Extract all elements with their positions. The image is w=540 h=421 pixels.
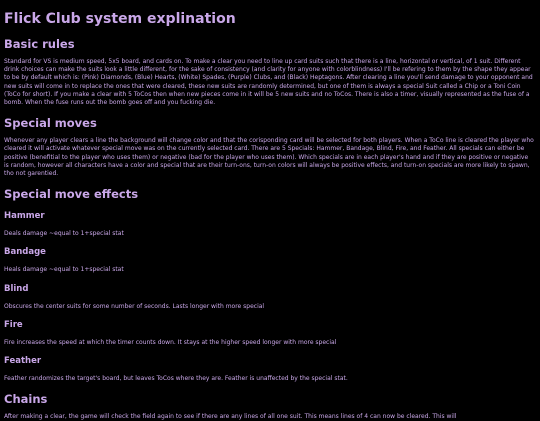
effect-heading-blind: Blind <box>4 283 29 294</box>
page-title: Flick Club system explination <box>4 11 236 27</box>
chains-text: After making a clear, the game will check the field again to see if there are any lines of all one suit. This means lines of 4 can now be cleared. This will <box>4 413 457 421</box>
effect-heading-hammer: Hammer <box>4 211 45 222</box>
section-heading-special-move-effects: Special move effects <box>4 187 139 202</box>
effect-heading-fire: Fire <box>4 319 23 330</box>
document-page <box>0 10 540 421</box>
effect-heading-bandage: Bandage <box>4 247 46 258</box>
effect-text-fire: Fire increases the speed at which the timer counts down. It stays at the higher speed longer with more special <box>4 338 337 346</box>
effect-text-bandage: Heals damage ~equal to 1+special stat <box>4 266 124 274</box>
section-heading-chains: Chains <box>4 392 48 407</box>
effect-text-hammer: Deals damage ~equal to 1+special stat <box>4 230 124 238</box>
basic-rules-text: Standard for VS is medium speed, 5x5 board, and cards on. To make a clear you need to line up card suits such that there is a line, horizontal or vertical, of 1 suit. Different drink choices can make the suits look a little different, for the sake of consistency (and clarity for anyone with colorblindness) I'll be refering to them by the shape they appear to be by default which is: (Pink) Diamonds, (Blue) Hearts, (White) Spades, (Purple) Clubs, and (Black) Heptagons. After clearing a line you'll send damage to your opponent and new suits will come in to replace the ones that were cleared, these new suits are randomly determined, but one of them is always a special Suit called a Chip or a Toni Coin (ToCo for short). If you make a clear with 5 ToCos then when new pieces come in it will be 5 new suits and no ToCos. There is also a timer, visually represented as the fuse of a bomb. When the fuse runs out the bomb goes off and you fucking die. <box>4 58 533 107</box>
effect-text-feather: Feather randomizes the target's board, but leaves ToCos where they are. Feather is unaffected by the special stat. <box>4 375 348 383</box>
special-moves-text: Whenever any player clears a line the background will change color and that the corisponding card will be selected for both players. When a ToCo line is cleared the player who cleared it will activate whatever special move was on the currently selected card. There are 5 Specials: Hammer, Bandage, Blind, Fire, and Feather. All specials can either be positive (benefitial to the player who uses them) or negative (bad for the player who uses them). Which specials are in each player's hand and if they are positive or negative is random, however all characters have a color and special that are their turn-ons, turn-on colors will always be positive effects, and turn-on specials are more likely to spawn, tho not garentied. <box>4 137 534 178</box>
section-heading-basic-rules: Basic rules <box>4 37 75 51</box>
effect-text-blind: Obscures the center suits for some number of seconds. Lasts longer with more special <box>4 302 265 310</box>
effect-heading-feather: Feather <box>4 356 42 367</box>
section-heading-special-moves: Special moves <box>4 116 97 131</box>
